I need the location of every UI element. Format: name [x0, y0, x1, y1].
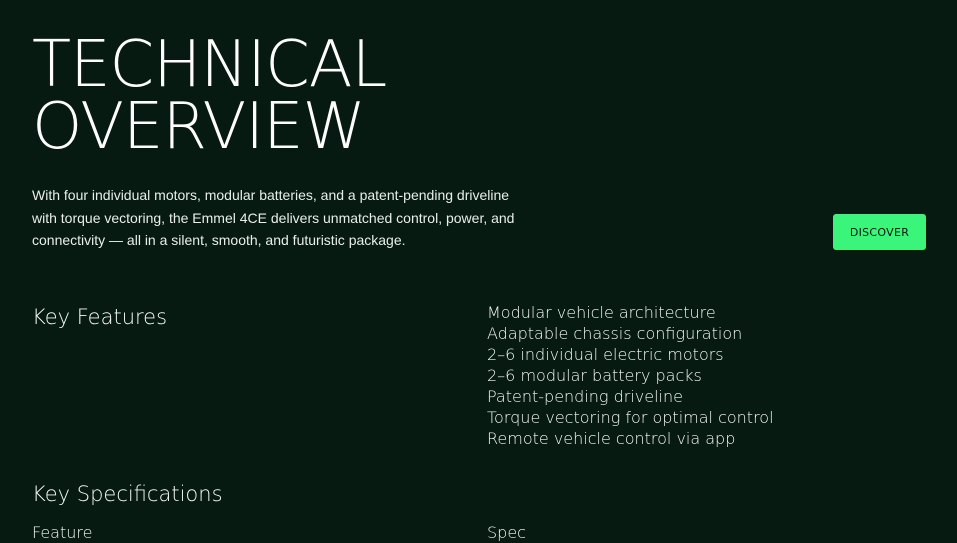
page-title: [32, 28, 387, 164]
feature-item: Adaptable chassis configuration: [487, 324, 743, 343]
feature-item: Modular vehicle architecture: [487, 303, 716, 322]
feature-item: 2–6 modular battery packs: [487, 366, 702, 385]
key-specifications-heading: Key Specifications: [32, 482, 223, 506]
page-title-line-1: TECHNICAL: [32, 28, 387, 102]
intro-paragraph: With four individual motors, modular batteries, and a patent-pending driveline with torque vectoring, the Emmel 4CE delivers unmatched control, power, and connectivity — all in a silent, smooth, and futuristic package.: [32, 187, 515, 248]
feature-item: Torque vectoring for optimal control: [487, 408, 774, 427]
page-title-line-2: OVERVIEW: [32, 90, 365, 164]
key-features-list: [487, 302, 774, 449]
feature-item: Patent-pending driveline: [487, 387, 683, 406]
specs-column-header-feature: Feature: [32, 523, 93, 542]
specs-column-header-spec: Spec: [487, 523, 526, 542]
feature-item: Remote vehicle control via app: [487, 429, 736, 448]
key-features-heading: Key Features: [32, 305, 168, 329]
discover-button[interactable]: DISCOVER: [833, 214, 926, 250]
feature-item: 2–6 individual electric motors: [487, 345, 724, 364]
